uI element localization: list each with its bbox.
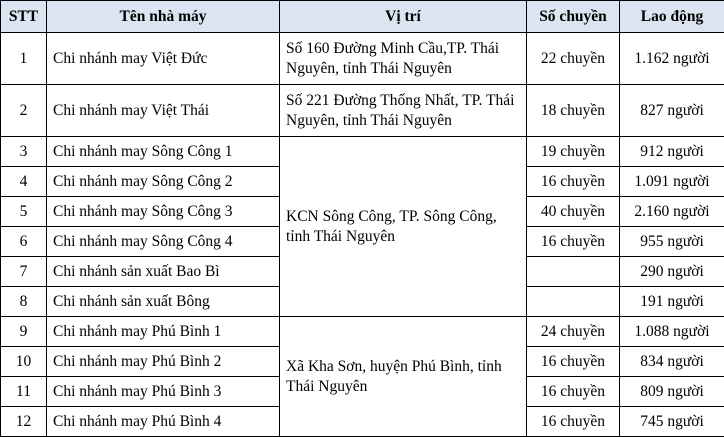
cell-workers: 912 người [620, 137, 724, 167]
cell-stt: 3 [1, 137, 47, 167]
cell-name: Chi nhánh may Sông Công 1 [47, 137, 280, 167]
cell-lines: 16 chuyền [527, 377, 620, 407]
cell-workers: 809 người [620, 377, 724, 407]
cell-lines: 18 chuyền [527, 85, 620, 137]
cell-workers: 834 người [620, 347, 724, 377]
cell-stt: 4 [1, 167, 47, 197]
cell-name: Chi nhánh sản xuất Bông [47, 287, 280, 317]
table-row [1, 317, 724, 347]
cell-stt: 8 [1, 287, 47, 317]
cell-lines [527, 287, 620, 317]
cell-workers: 827 người [620, 85, 724, 137]
cell-workers: 290 người [620, 257, 724, 287]
cell-stt: 1 [1, 33, 47, 85]
cell-lines: 16 chuyền [527, 227, 620, 257]
cell-stt: 2 [1, 85, 47, 137]
cell-stt: 12 [1, 407, 47, 437]
cell-location: KCN Sông Công, TP. Sông Công, tỉnh Thái Nguyên [280, 137, 527, 317]
cell-lines: 16 chuyền [527, 407, 620, 437]
cell-workers: 1.088 người [620, 317, 724, 347]
cell-name: Chi nhánh may Sông Công 3 [47, 197, 280, 227]
header-stt: STT [1, 1, 47, 33]
cell-stt: 10 [1, 347, 47, 377]
cell-workers: 745 người [620, 407, 724, 437]
cell-lines: 24 chuyền [527, 317, 620, 347]
cell-lines: 16 chuyền [527, 347, 620, 377]
cell-name: Chi nhánh may Sông Công 2 [47, 167, 280, 197]
cell-name: Chi nhánh may Phú Bình 4 [47, 407, 280, 437]
cell-location: Số 221 Đường Thống Nhất, TP. Thái Nguyên, tỉnh Thái Nguyên [280, 85, 527, 137]
table-row [1, 33, 724, 85]
cell-name: Chi nhánh sản xuất Bao Bì [47, 257, 280, 287]
cell-location: Xã Kha Sơn, huyện Phú Bình, tỉnh Thái Nguyên [280, 317, 527, 437]
cell-workers: 191 người [620, 287, 724, 317]
table-row [1, 85, 724, 137]
cell-workers: 2.160 người [620, 197, 724, 227]
cell-stt: 7 [1, 257, 47, 287]
cell-lines: 22 chuyền [527, 33, 620, 85]
cell-location: Số 160 Đường Minh Cầu,TP. Thái Nguyên, tỉnh Thái Nguyên [280, 33, 527, 85]
cell-name: Chi nhánh may Phú Bình 3 [47, 377, 280, 407]
cell-workers: 1.162 người [620, 33, 724, 85]
cell-name: Chi nhánh may Phú Bình 2 [47, 347, 280, 377]
cell-workers: 955 người [620, 227, 724, 257]
header-name: Tên nhà máy [47, 1, 280, 33]
header-row [1, 1, 724, 33]
cell-stt: 5 [1, 197, 47, 227]
cell-workers: 1.091 người [620, 167, 724, 197]
header-lines: Số chuyền [527, 1, 620, 33]
cell-name: Chi nhánh may Việt Thái [47, 85, 280, 137]
cell-lines: 40 chuyền [527, 197, 620, 227]
cell-name: Chi nhánh may Phú Bình 1 [47, 317, 280, 347]
cell-name: Chi nhánh may Sông Công 4 [47, 227, 280, 257]
cell-lines [527, 257, 620, 287]
table-row [1, 137, 724, 167]
cell-name: Chi nhánh may Việt Đức [47, 33, 280, 85]
cell-stt: 9 [1, 317, 47, 347]
cell-stt: 6 [1, 227, 47, 257]
cell-stt: 11 [1, 377, 47, 407]
header-location: Vị trí [280, 1, 527, 33]
cell-lines: 19 chuyền [527, 137, 620, 167]
cell-lines: 16 chuyền [527, 167, 620, 197]
header-workers: Lao động [620, 1, 724, 33]
